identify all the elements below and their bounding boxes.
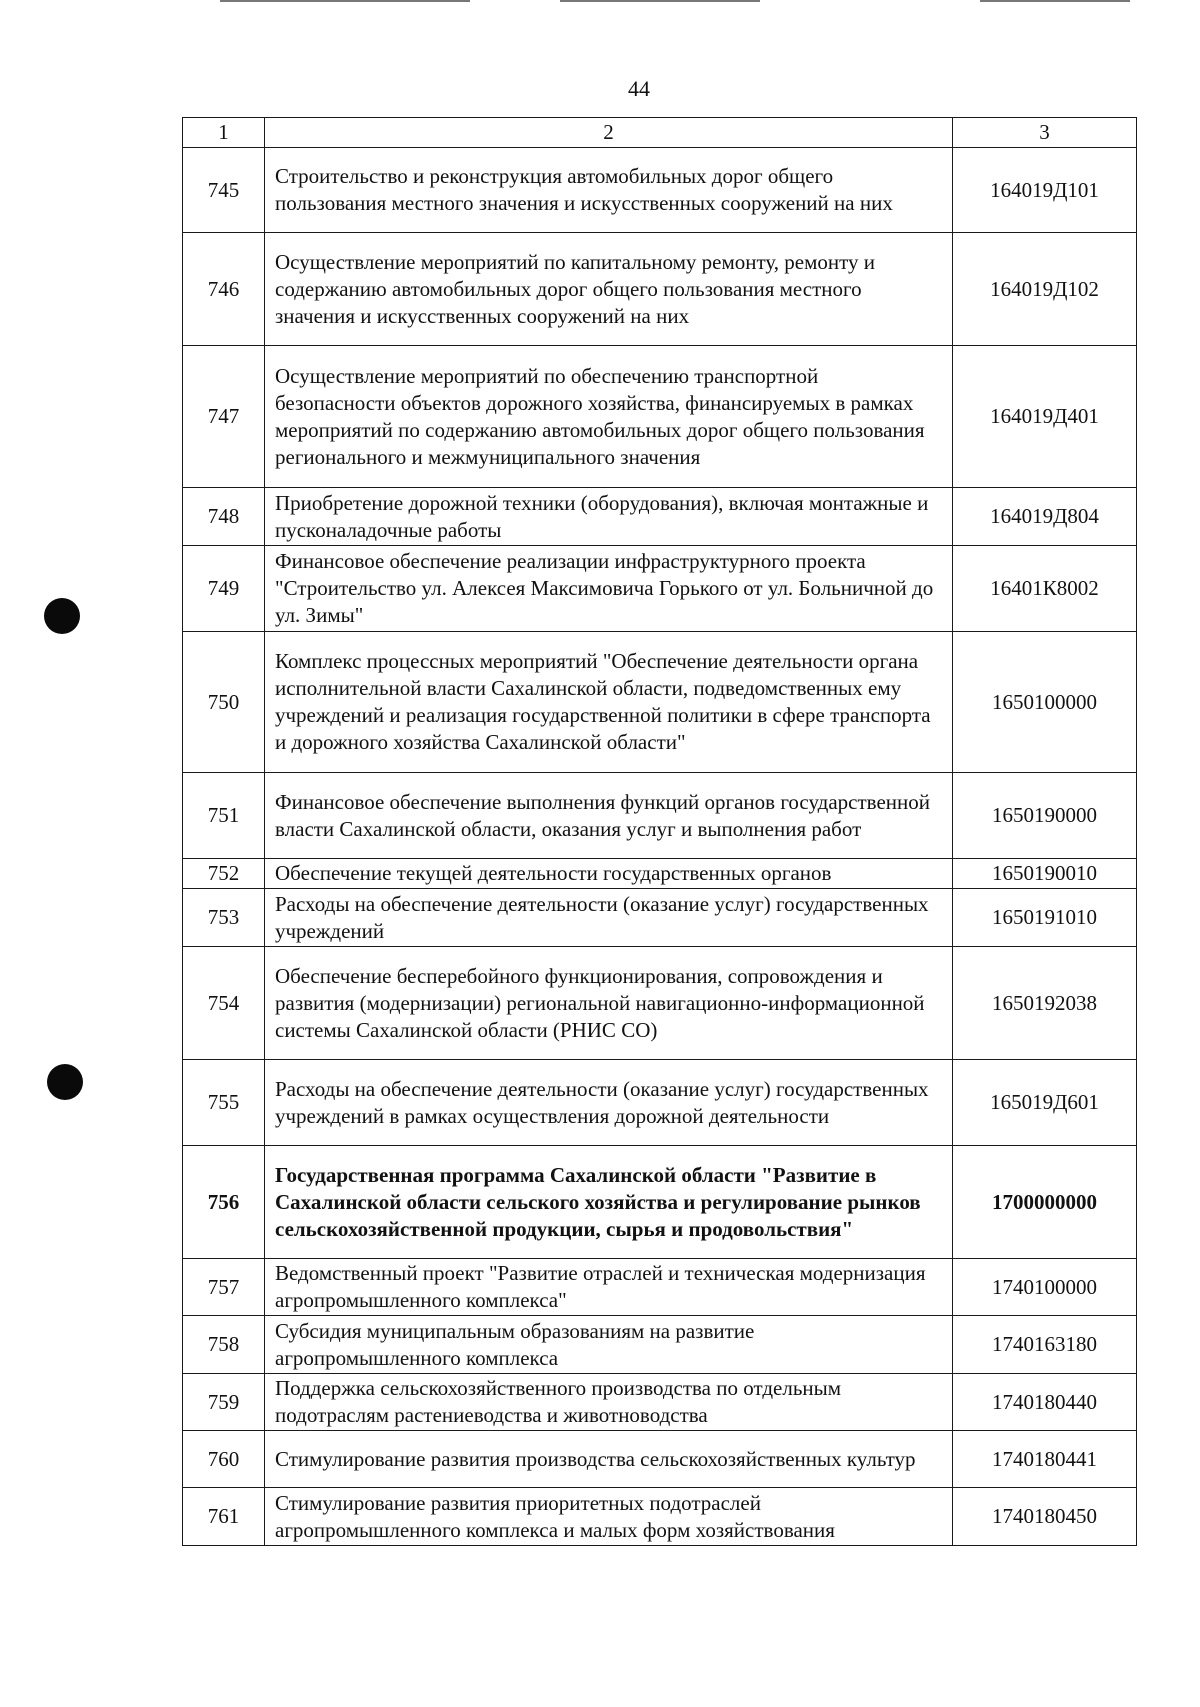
row-code: 1740180450 — [953, 1488, 1137, 1546]
row-number: 747 — [183, 346, 265, 488]
table-row — [183, 546, 1137, 632]
column-header-number: 1 — [183, 118, 265, 148]
table-row — [183, 859, 1137, 889]
row-code: 1650192038 — [953, 947, 1137, 1060]
table-row — [183, 1488, 1137, 1546]
row-number: 760 — [183, 1431, 265, 1488]
row-number: 750 — [183, 632, 265, 773]
scan-edge-line — [560, 0, 760, 2]
table-row — [183, 773, 1137, 859]
scan-edge-line — [220, 0, 470, 2]
row-code: 164019Д401 — [953, 346, 1137, 488]
column-header-code: 3 — [953, 118, 1137, 148]
row-number: 758 — [183, 1316, 265, 1374]
row-number: 752 — [183, 859, 265, 889]
row-code: 1700000000 — [953, 1146, 1137, 1259]
table-row — [183, 632, 1137, 773]
row-code: 1650190010 — [953, 859, 1137, 889]
row-code: 1650100000 — [953, 632, 1137, 773]
row-number: 748 — [183, 488, 265, 546]
row-number: 745 — [183, 148, 265, 233]
table-row — [183, 1431, 1137, 1488]
row-description: Стимулирование развития производства сельскохозяйственных культур — [265, 1431, 953, 1488]
row-description: Ведомственный проект "Развитие отраслей и техническая модернизация агропромышленного комплекса" — [265, 1259, 953, 1316]
row-description: Обеспечение бесперебойного функционирования, сопровождения и развития (модернизации) региональной навигационно-информационной системы Сахалинской области (РНИС СО) — [265, 947, 953, 1060]
row-code: 16401К8002 — [953, 546, 1137, 632]
row-number: 746 — [183, 233, 265, 346]
row-code: 164019Д101 — [953, 148, 1137, 233]
row-code: 165019Д601 — [953, 1060, 1137, 1146]
row-description: Стимулирование развития приоритетных подотраслей агропромышленного комплекса и малых форм хозяйствования — [265, 1488, 953, 1546]
row-description: Осуществление мероприятий по обеспечению транспортной безопасности объектов дорожного хозяйства, финансируемых в рамках мероприятий по содержанию автомобильных дорог общего пользования регионального и межмуниципального значения — [265, 346, 953, 488]
row-description: Строительство и реконструкция автомобильных дорог общего пользования местного значения и искусственных сооружений на них — [265, 148, 953, 233]
row-description: Приобретение дорожной техники (оборудования), включая монтажные и пусконаладочные работы — [265, 488, 953, 546]
budget-classification-table — [182, 117, 1137, 1546]
row-code: 1740100000 — [953, 1259, 1137, 1316]
row-number: 761 — [183, 1488, 265, 1546]
row-description: Финансовое обеспечение выполнения функций органов государственной власти Сахалинской области, оказания услуг и выполнения работ — [265, 773, 953, 859]
row-number: 751 — [183, 773, 265, 859]
column-header-description: 2 — [265, 118, 953, 148]
row-description: Осуществление мероприятий по капитальному ремонту, ремонту и содержанию автомобильных дорог общего пользования местного значения и искусственных сооружений на них — [265, 233, 953, 346]
table-row — [183, 1259, 1137, 1316]
table-row — [183, 488, 1137, 546]
table-row — [183, 1060, 1137, 1146]
row-code: 164019Д804 — [953, 488, 1137, 546]
table-row — [183, 1374, 1137, 1431]
row-code: 1650191010 — [953, 889, 1137, 947]
row-code: 1740180441 — [953, 1431, 1137, 1488]
row-description: Расходы на обеспечение деятельности (оказание услуг) государственных учреждений в рамках осуществления дорожной деятельности — [265, 1060, 953, 1146]
row-description: Комплекс процессных мероприятий "Обеспечение деятельности органа исполнительной власти Сахалинской области, подведомственных ему учреждений и реализация государственной политики в сфере транспорта и дорожного хозяйства Сахалинской области" — [265, 632, 953, 773]
table-header-row — [183, 118, 1137, 148]
row-description: Обеспечение текущей деятельности государственных органов — [265, 859, 953, 889]
row-number: 753 — [183, 889, 265, 947]
row-code: 1740163180 — [953, 1316, 1137, 1374]
table-row — [183, 346, 1137, 488]
row-description: Расходы на обеспечение деятельности (оказание услуг) государственных учреждений — [265, 889, 953, 947]
table-row — [183, 889, 1137, 947]
row-number: 759 — [183, 1374, 265, 1431]
row-code: 1650190000 — [953, 773, 1137, 859]
row-number: 757 — [183, 1259, 265, 1316]
table-row-program — [183, 1146, 1137, 1259]
scan-edge-line — [980, 0, 1130, 2]
row-description: Субсидия муниципальным образованиям на развитие агропромышленного комплекса — [265, 1316, 953, 1374]
row-number: 754 — [183, 947, 265, 1060]
row-code: 164019Д102 — [953, 233, 1137, 346]
table-row — [183, 233, 1137, 346]
row-description: Финансовое обеспечение реализации инфраструктурного проекта "Строительство ул. Алексея Максимовича Горького от ул. Больничной до ул. Зимы" — [265, 546, 953, 632]
table-row — [183, 947, 1137, 1060]
punch-hole — [47, 1064, 83, 1100]
table-row — [183, 1316, 1137, 1374]
row-number: 756 — [183, 1146, 265, 1259]
row-code: 1740180440 — [953, 1374, 1137, 1431]
row-description: Поддержка сельскохозяйственного производства по отдельным подотраслям растениеводства и животноводства — [265, 1374, 953, 1431]
row-number: 755 — [183, 1060, 265, 1146]
punch-hole — [44, 598, 80, 634]
page-number: 44 — [628, 76, 650, 101]
row-number: 749 — [183, 546, 265, 632]
table-row — [183, 148, 1137, 233]
row-description: Государственная программа Сахалинской области "Развитие в Сахалинской области сельского хозяйства и регулирование рынков сельскохозяйственной продукции, сырья и продовольствия" — [265, 1146, 953, 1259]
